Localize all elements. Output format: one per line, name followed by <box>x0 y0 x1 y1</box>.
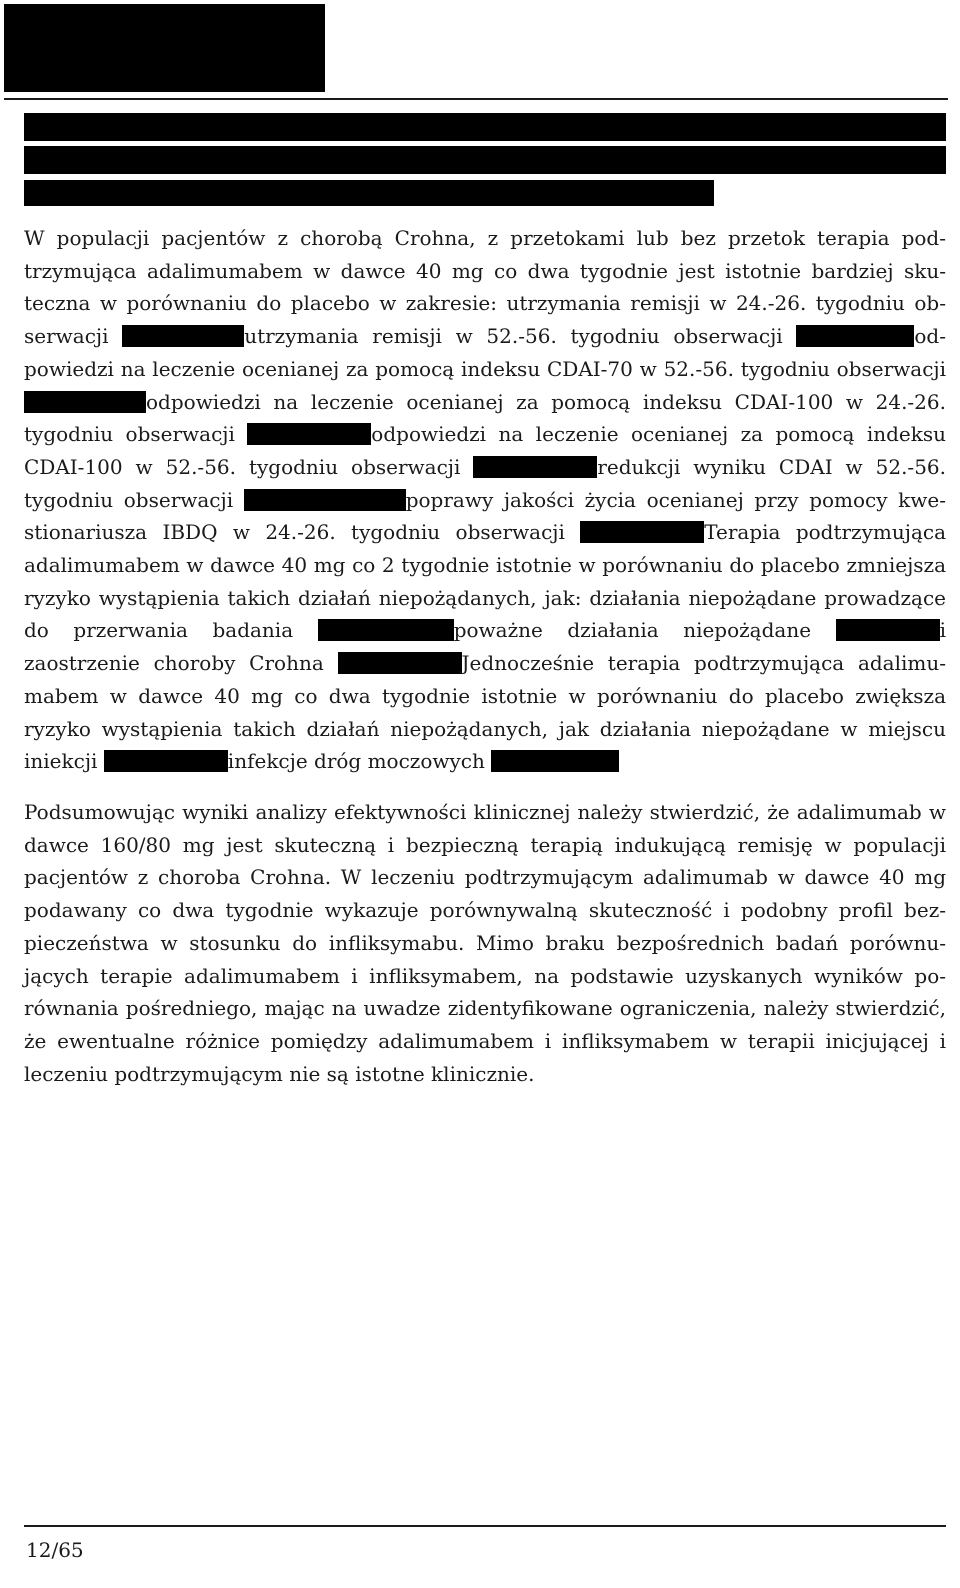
text-segment: odpowiedzi na leczenie ocenianej za pomocą indeksu CDAI-100 w 52.-56. tygodniu obserwacji <box>24 422 946 479</box>
redaction <box>836 619 940 641</box>
redaction <box>491 750 619 772</box>
redaction <box>104 750 228 772</box>
text-segment: poważne działania niepożądane <box>453 618 836 643</box>
heading-redaction-2 <box>24 146 946 174</box>
text-segment: infekcje dróg moczowych <box>227 749 492 774</box>
text-segment: odpowiedzi na leczenie ocenianej za pomocą indeksu CDAI-100 w 24.-26. tygodniu obserwacji <box>24 389 946 447</box>
text-segment: i zaostrzenie choroby Crohna <box>24 618 946 676</box>
redaction <box>244 489 406 511</box>
redaction <box>473 456 597 478</box>
text-segment: odpowiedzi na leczenie ocenianej za pomocą indeksu CDAI-70 w 52.-56. tygodniu obserwacji <box>24 324 946 381</box>
redaction <box>24 391 146 413</box>
text-segment: W populacji pacjentów z chorobą Crohna, z przetokami lub bez przetok terapia podtrzymująca adalimumabem w dawce 40 mg co dwa tygodnie jest istotnie bardziej skuteczna w porównaniu do placebo w zakresie: utrzymania remisji w 24.-26. tygodniu obserwacji <box>24 226 946 349</box>
redaction <box>122 325 244 347</box>
heading-redaction-1 <box>24 113 946 141</box>
header-rule <box>4 98 948 100</box>
heading-redaction-3 <box>24 180 714 206</box>
text-segment: Terapia podtrzymująca adalimumabem w dawce 40 mg co 2 tygodnie istotnie w porównaniu do placebo zmniejsza ryzyko wystąpienia takich działań niepożądanych, jak: działania niepożądane prowadzące do przerwania badania <box>24 520 946 643</box>
text-segment: Jednocześnie terapia podtrzymująca adalimumabem w dawce 40 mg co dwa tygodnie istotnie w porównaniu do placebo zwiększa ryzyko wystąpienia takich działań niepożądanych, jak działania niepożądane w miejscu iniekcji <box>24 651 946 774</box>
redaction <box>796 325 914 347</box>
footer-rule <box>24 1525 946 1527</box>
page-number: 12/65 <box>26 1538 84 1562</box>
text-segment: poprawy jakości życia ocenianej przy pomocy kwestionariusza IBDQ w 24.-26. tygodniu obserwacji <box>24 487 946 545</box>
redaction <box>247 423 371 445</box>
text-segment: redukcji wyniku CDAI w 52.-56. tygodniu obserwacji <box>24 454 946 512</box>
header-redaction <box>4 4 325 92</box>
redaction <box>318 619 454 641</box>
summary-paragraph-1 <box>24 222 946 778</box>
redaction <box>338 652 462 674</box>
summary-paragraph-2: Podsumowując wyniki analizy efektywności klinicznej należy stwierdzić, że adalimumab w dawce 160/80 mg jest skuteczną i bezpieczną terapią indukującą remisję w populacji pacjentów z choroba Crohna. W leczeniu podtrzymującym adalimumab w dawce 40 mg podawany co dwa tygodnie wykazuje porównywalną skuteczność i podobny profil bezpieczeństwa w stosunku do infliksymabu. Mimo braku bezpośrednich badań porównujących terapie adalimumabem i infliksymabem, na podstawie uzyskanych wyników porównania pośredniego, mając na uwadze zidentyfikowane ograniczenia, należy stwierdzić, że ewentualne różnice pomiędzy adalimumabem i infliksymabem w terapii inicjującej i leczeniu podtrzymującym nie są istotne klinicznie. <box>24 800 946 1086</box>
redaction <box>580 521 704 543</box>
text-segment: utrzymania remisji w 52.-56. tygodniu obserwacji <box>244 324 797 349</box>
